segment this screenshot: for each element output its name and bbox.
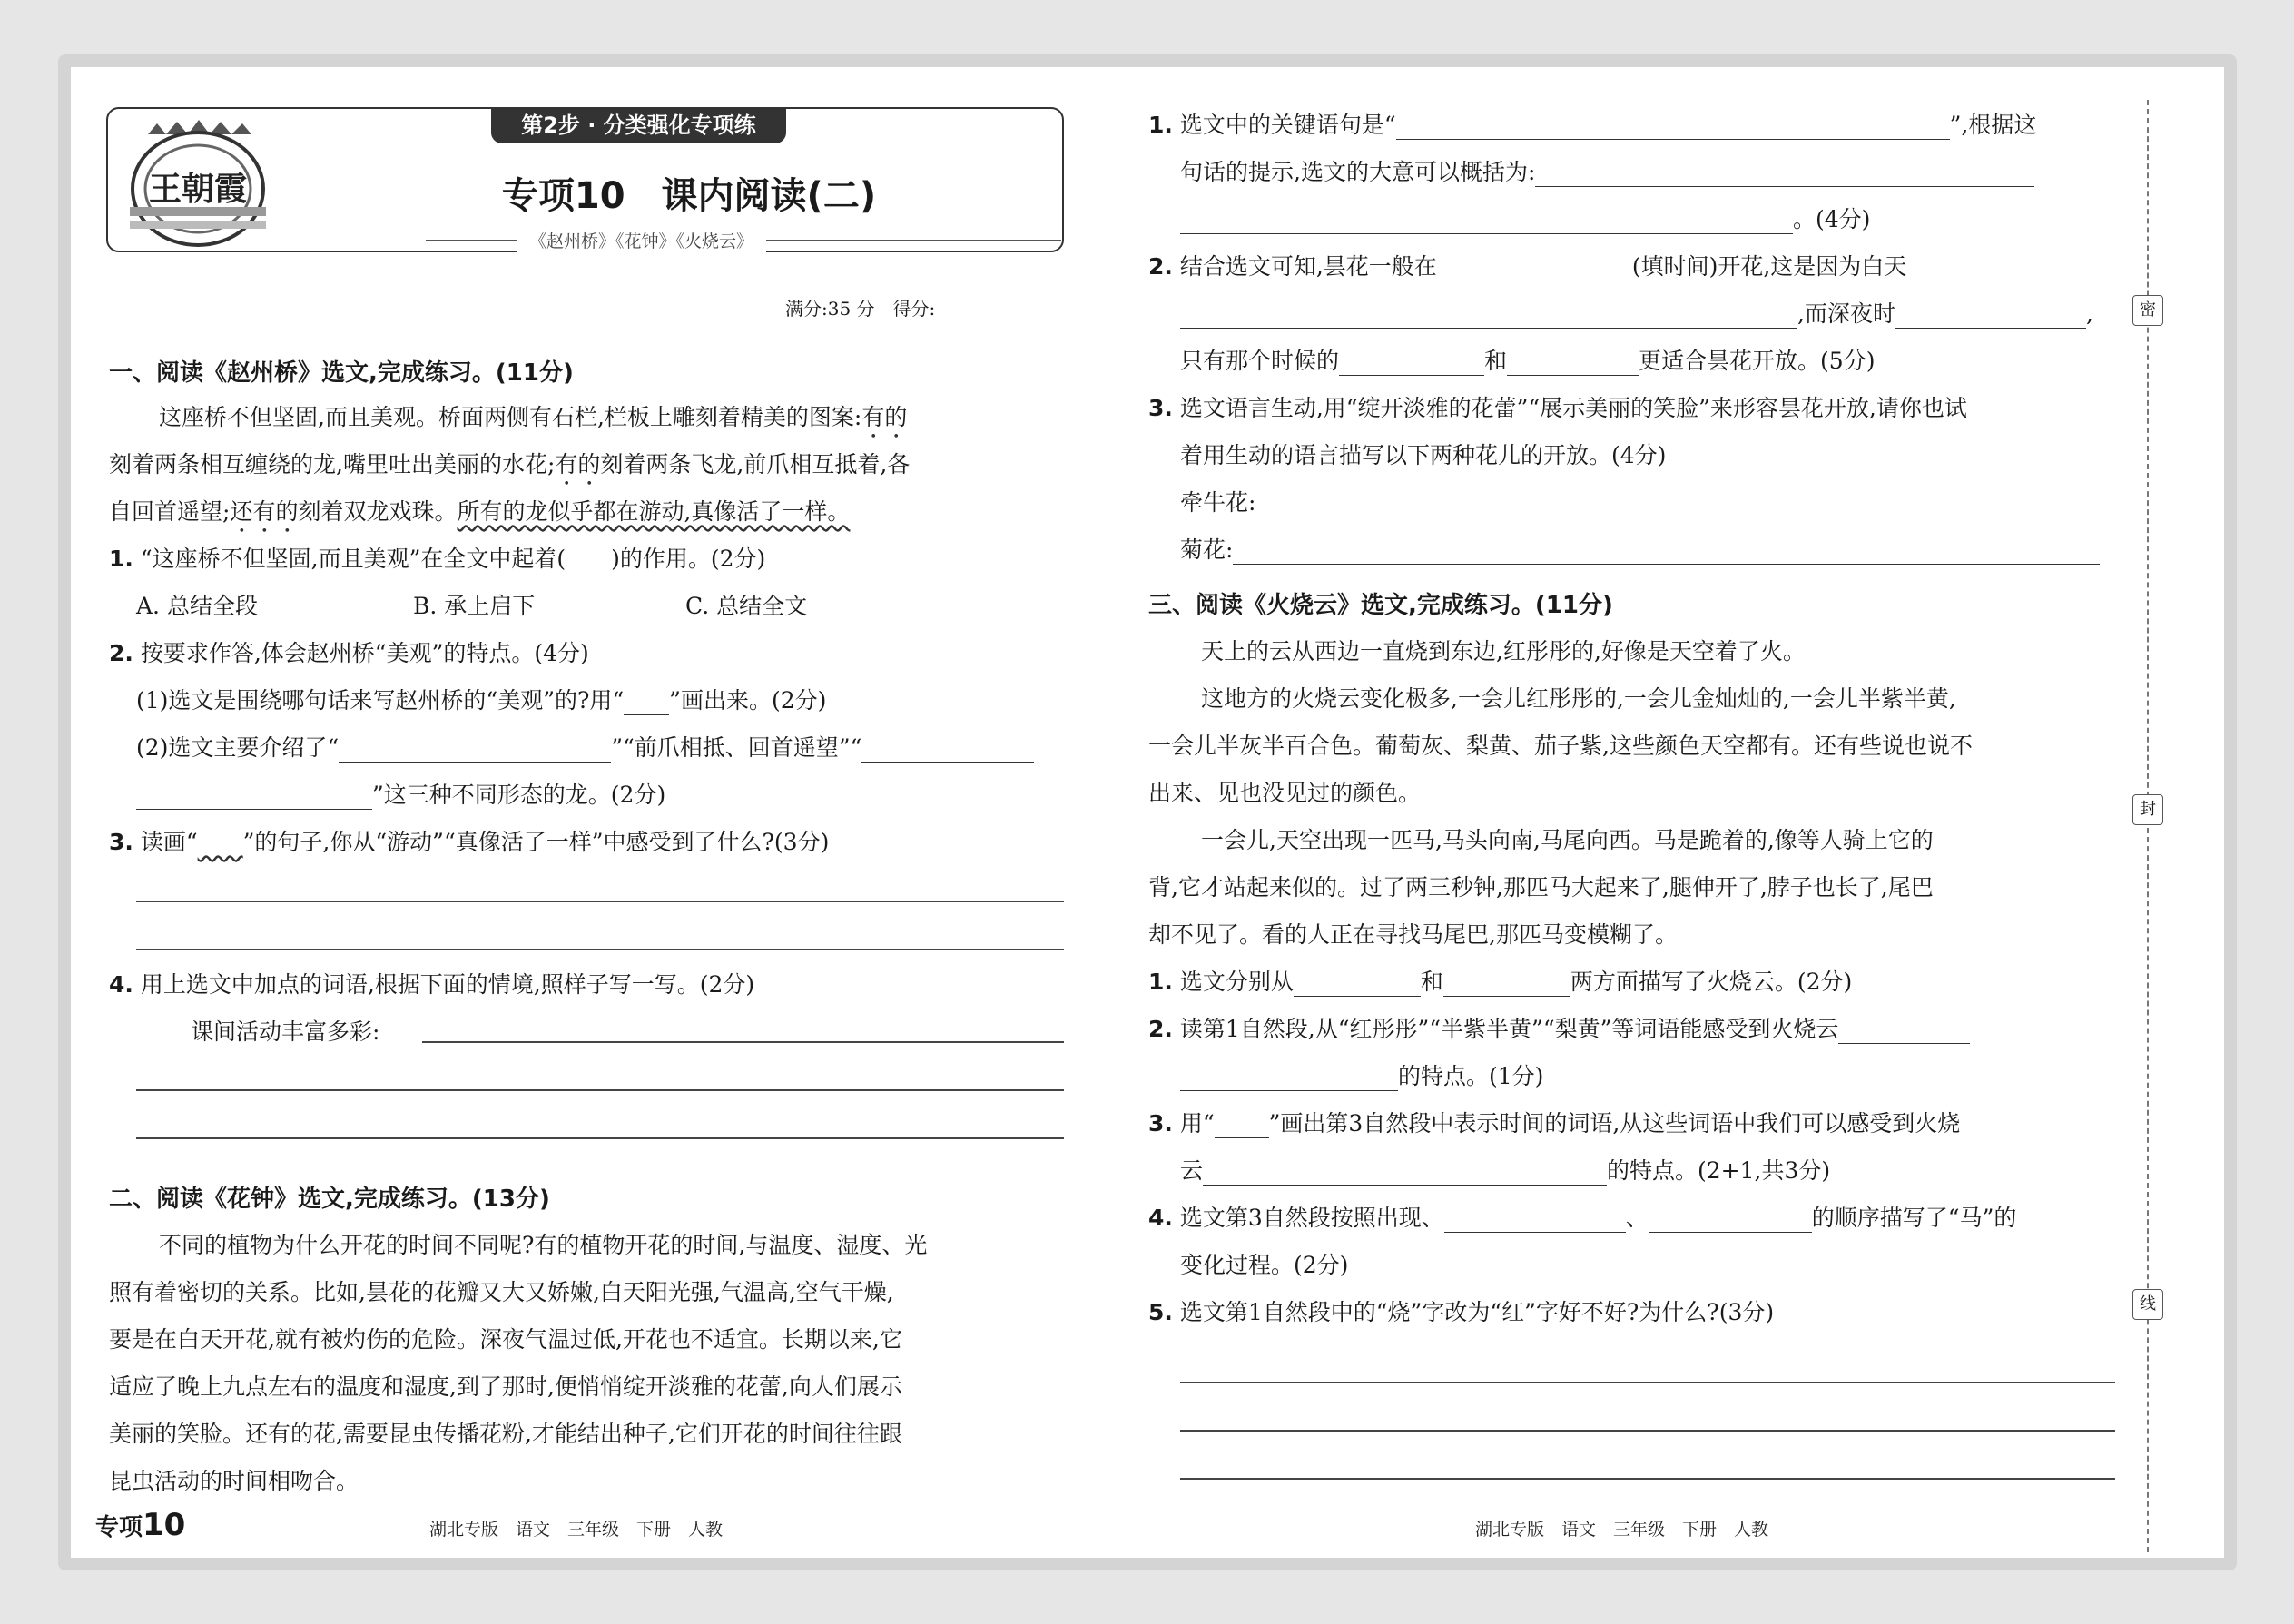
s2-q2-line-3: 只有那个时候的 和 更适合昙花开放。(5分) — [1180, 348, 1876, 374]
page-title: 专项10 课内阅读(二) — [501, 175, 877, 217]
s3-q4-blank-2[interactable] — [1649, 1212, 1812, 1233]
s2-q1-line-3: 。(4分) — [1180, 202, 1870, 234]
s2-q1: 1. 选文中的关键语句是“ ”,根据这 — [1148, 112, 2037, 138]
footer-section-label: 专项10 — [95, 1507, 186, 1543]
s3-q4-line-2: 变化过程。(2分) — [1180, 1252, 1349, 1278]
s2-q1-blank-1[interactable] — [1396, 119, 1950, 140]
s2-q2-blank-5[interactable] — [1339, 355, 1484, 376]
s3-passage-line-6: 背,它才站起来似的。过了两三秒钟,那匹马大起来了,腿伸开了,脖子也长了,尾巴 — [1148, 874, 1934, 901]
s2-q2-blank-4[interactable] — [1895, 308, 2086, 329]
s2-q3-blank-1[interactable] — [1255, 497, 2122, 517]
section-3-heading: 三、阅读《火烧云》选文,完成练习。(11分) — [1148, 592, 1613, 619]
s3-passage-line-5: 一会儿,天空出现一匹马,马头向南,马尾向西。马是跪着的,像等人骑上它的 — [1201, 827, 1934, 853]
s1-q2-sub2-cont: ”这三种不同形态的龙。(2分) — [136, 777, 665, 810]
s2-passage-line-3: 要是在白天开花,就有被灼伤的危险。深夜气温过低,开花也不适宜。长期以来,它 — [109, 1326, 902, 1353]
s2-q1-blank-2[interactable] — [1535, 166, 2034, 187]
s2-q2-blank-1[interactable] — [1437, 261, 1632, 281]
left-page — [86, 82, 1085, 1552]
s2-q2: 2. 结合选文可知,昙花一般在 (填时间)开花,这是因为白天 — [1148, 249, 1961, 281]
s3-passage-line-7: 却不见了。看的人正在寻找马尾巴,那匹马变模糊了。 — [1148, 921, 1678, 948]
s2-q3-line-2: 着用生动的语言描写以下两种花儿的开放。(4分) — [1180, 442, 1667, 468]
s1-q3-answer-line-1[interactable] — [136, 901, 1064, 902]
s3-q1-blank-2[interactable] — [1443, 976, 1570, 997]
s3-q4-blank-1[interactable] — [1444, 1212, 1626, 1233]
right-page — [1139, 82, 2147, 1552]
s3-q5: 5. 选文第1自然段中的“烧”字改为“红”字好不好?为什么?(3分) — [1148, 1299, 1775, 1325]
s3-q3-line-2: 云 的特点。(2+1,共3分) — [1180, 1157, 1831, 1184]
s1-passage-line-2: 刻着两条相互缠绕的龙,嘴里吐出美丽的水花;有的刻着两条飞龙,前爪相互抵着,各 — [109, 451, 911, 477]
s2-q1-line-2: 句话的提示,选文的大意可以概括为: — [1180, 154, 2034, 187]
s1-q2-sub2: (2)选文主要介绍了“ ”“前爪相抵、回首遥望”“ — [136, 730, 1034, 763]
s1-q4-prompt: 课间活动丰富多彩: — [191, 1019, 380, 1045]
s3-q2-blank-2[interactable] — [1180, 1070, 1398, 1091]
s2-q2-blank-3[interactable] — [1180, 308, 1797, 329]
s2-passage-line-1: 不同的植物为什么开花的时间不同呢?有的植物开花的时间,与温度、湿度、光 — [159, 1232, 928, 1258]
s3-q3-blank-1[interactable] — [1203, 1165, 1607, 1186]
s1-q1: 1. “这座桥不但坚固,而且美观”在全文中起着( )的作用。(2分) — [109, 546, 766, 572]
seal-tab-feng: 封 — [2132, 794, 2163, 825]
s2-q3-chrysanthemum: 菊花: — [1180, 532, 2100, 565]
s2-passage-line-5: 美丽的笑脸。还有的花,需要昆虫传播花粉,才能结出种子,它们开花的时间往往跟 — [109, 1421, 902, 1447]
s3-q2-blank-1[interactable] — [1838, 1023, 1970, 1044]
s2-q2-blank-6[interactable] — [1507, 355, 1639, 376]
s2-passage-line-4: 适应了晚上九点左右的温度和湿度,到了那时,便悄悄绽开淡雅的花蕾,向人们展示 — [109, 1373, 902, 1400]
s3-q1-blank-1[interactable] — [1294, 976, 1421, 997]
score-line: 满分:35 分 得分: — [785, 294, 1051, 320]
s3-passage-line-4: 出来、见也没见过的颜色。 — [1148, 780, 1422, 806]
s1-passage-line-1: 这座桥不但坚固,而且美观。桥面两侧有石栏,栏板上雕刻着精美的图案:有的 — [159, 404, 908, 430]
s1-q2-blank-3[interactable] — [136, 789, 372, 810]
s1-q1-option-a[interactable]: A. 总结全段 — [136, 593, 258, 619]
s1-q4-answer-line-3[interactable] — [136, 1137, 1064, 1139]
s1-q3: 3. 读画“ ”的句子,你从“游动”“真像活了一样”中感受到了什么?(3分) — [109, 829, 830, 855]
s1-q4-answer-line-1[interactable] — [422, 1041, 1064, 1043]
score-blank[interactable] — [935, 303, 1051, 320]
s2-passage-line-2: 照有着密切的关系。比如,昙花的花瓣又大又娇嫩,白天阳光强,气温高,空气干燥, — [109, 1279, 894, 1305]
s1-q3-answer-line-2[interactable] — [136, 949, 1064, 950]
s2-q3: 3. 选文语言生动,用“绽开淡雅的花蕾”“展示美丽的笑脸”来形容昙花开放,请你也试 — [1148, 395, 1967, 421]
header-box — [106, 107, 1064, 252]
s2-q2-blank-2[interactable] — [1906, 261, 1961, 281]
s3-q3: 3. 用“ ”画出第3自然段中表示时间的词语,从这些词语中我们可以感受到火烧 — [1148, 1110, 1961, 1137]
s2-passage-line-6: 昆虫活动的时间相吻合。 — [109, 1468, 359, 1494]
s3-q1: 1. 选文分别从 和 两方面描写了火烧云。(2分) — [1148, 969, 1853, 995]
s3-q5-answer-line-2[interactable] — [1180, 1430, 2115, 1432]
s1-q1-option-b[interactable]: B. 承上启下 — [413, 593, 536, 619]
footer-meta-right: 湖北专版 语文 三年级 下册 人教 — [1475, 1520, 1769, 1540]
s1-passage-line-3: 自回首遥望;还有的刻着双龙戏珠。所有的龙似乎都在游动,真像活了一样。 — [109, 498, 851, 525]
s3-q5-answer-line-1[interactable] — [1180, 1382, 2115, 1383]
svg-text:王朝霞: 王朝霞 — [148, 170, 248, 208]
step-tab: 第2步 · 分类强化专项练 — [491, 107, 786, 143]
s1-q2-sub1: (1)选文是围绕哪句话来写赵州桥的“美观”的?用“ ”画出来。(2分) — [136, 687, 827, 714]
s1-q2-blank-1[interactable] — [339, 742, 611, 763]
s1-q4: 4. 用上选文中加点的词语,根据下面的情境,照样子写一写。(2分) — [109, 971, 755, 998]
s3-q5-answer-line-3[interactable] — [1180, 1478, 2115, 1480]
s3-passage-line-2: 这地方的火烧云变化极多,一会儿红彤彤的,一会儿金灿灿的,一会儿半紫半黄, — [1201, 685, 1956, 712]
s1-q4-answer-line-2[interactable] — [136, 1089, 1064, 1091]
logo-badge-icon — [121, 116, 275, 251]
seal-tab-mi: 密 — [2132, 295, 2163, 326]
s2-q3-blank-2[interactable] — [1233, 544, 2100, 565]
s2-q1-blank-3[interactable] — [1180, 213, 1793, 234]
s3-q2: 2. 读第1自然段,从“红彤彤”“半紫半黄”“梨黄”等词语能感受到火烧云 — [1148, 1011, 1970, 1044]
s2-q3-morning-glory: 牵牛花: — [1180, 485, 2122, 517]
seal-tab-xian: 线 — [2132, 1289, 2163, 1320]
s1-q2: 2. 按要求作答,体会赵州桥“美观”的特点。(4分) — [109, 640, 589, 666]
s3-q4: 4. 选文第3自然段按照出现、 、 的顺序描写了“马”的 — [1148, 1205, 2017, 1231]
s3-q2-line-2: 的特点。(1分) — [1180, 1058, 1543, 1091]
page-subtitle: 《赵州桥》《花钟》《火烧云》 — [517, 228, 766, 252]
s3-passage-line-3: 一会儿半灰半百合色。葡萄灰、梨黄、茄子紫,这些颜色天空都有。还有些说也说不 — [1148, 733, 1973, 759]
footer-meta-left: 湖北专版 语文 三年级 下册 人教 — [429, 1520, 724, 1540]
s2-q2-line-2: ,而深夜时 , — [1180, 296, 2093, 329]
section-2-heading: 二、阅读《花钟》选文,完成练习。(13分) — [109, 1186, 550, 1213]
s1-q2-blank-2[interactable] — [861, 742, 1034, 763]
s3-passage-line-1: 天上的云从西边一直烧到东边,红彤彤的,好像是天空着了火。 — [1201, 638, 1806, 664]
s1-q1-option-c[interactable]: C. 总结全文 — [685, 593, 808, 619]
section-1-heading: 一、阅读《赵州桥》选文,完成练习。(11分) — [109, 359, 574, 387]
